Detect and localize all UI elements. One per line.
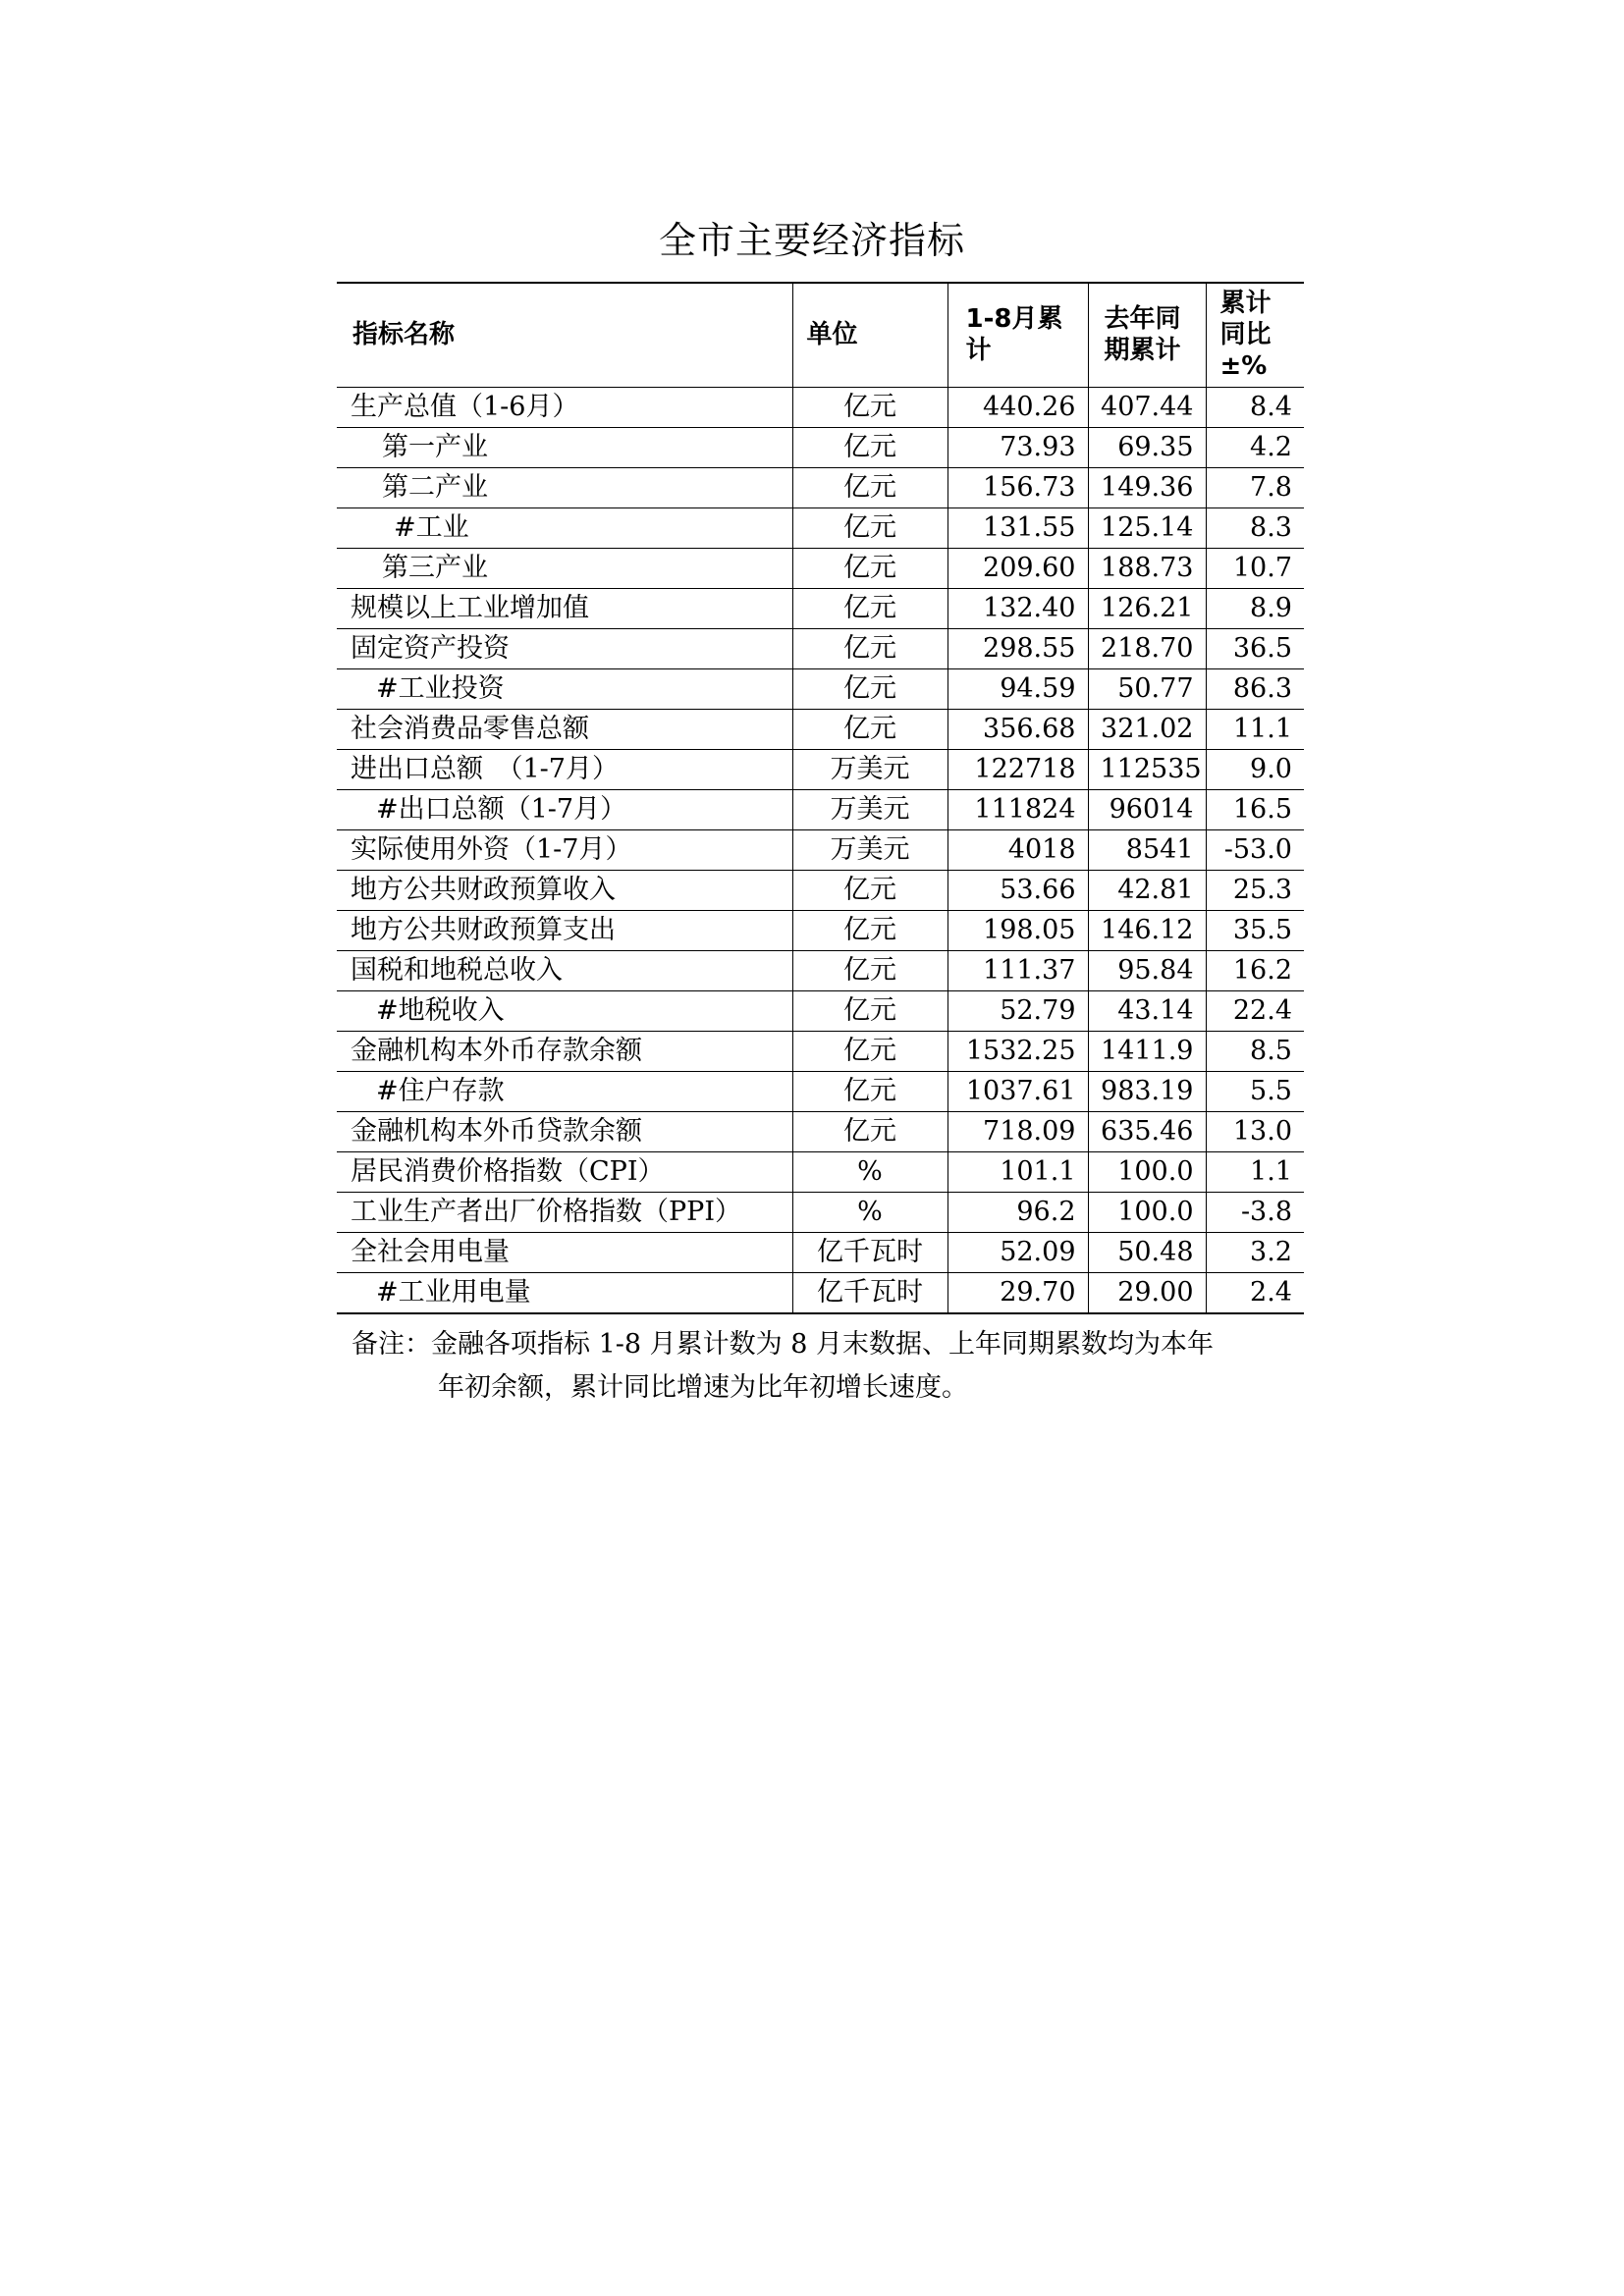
indicator-name-cell: #地税收入 (337, 990, 792, 1031)
yoy-change-cell: 4.2 (1206, 427, 1304, 467)
yoy-change-cell: 8.3 (1206, 507, 1304, 548)
table-row (337, 1151, 1304, 1192)
table-row (337, 950, 1304, 990)
indicator-name-cell: #工业投资 (337, 668, 792, 709)
table-row (337, 1111, 1304, 1151)
prev-year-value-cell: 50.77 (1088, 668, 1206, 709)
prev-year-value-cell: 29.00 (1088, 1272, 1206, 1313)
yoy-change-cell: 16.5 (1206, 789, 1304, 829)
cumulative-value-cell: 1532.25 (947, 1031, 1088, 1071)
table-row (337, 789, 1304, 829)
yoy-change-cell: 35.5 (1206, 910, 1304, 950)
prev-year-value-cell: 100.0 (1088, 1192, 1206, 1232)
unit-cell: 亿元 (792, 990, 947, 1031)
cumulative-value-cell: 356.68 (947, 709, 1088, 749)
unit-cell: 亿元 (792, 1111, 947, 1151)
unit-cell: 万美元 (792, 789, 947, 829)
prev-year-value-cell: 50.48 (1088, 1232, 1206, 1272)
cumulative-value-cell: 96.2 (947, 1192, 1088, 1232)
cumulative-value-cell: 73.93 (947, 427, 1088, 467)
footnote (352, 1323, 1294, 1410)
cumulative-value-cell: 156.73 (947, 467, 1088, 507)
indicator-name-cell: 实际使用外资（1-7月） (337, 829, 792, 870)
header-unit: 单位 (792, 283, 947, 387)
cumulative-value-cell: 4018 (947, 829, 1088, 870)
indicator-name-cell: 第三产业 (337, 548, 792, 588)
table-row (337, 668, 1304, 709)
cumulative-value-cell: 209.60 (947, 548, 1088, 588)
unit-cell: 万美元 (792, 749, 947, 789)
yoy-change-cell: 10.7 (1206, 548, 1304, 588)
header-yoy-change: 累计同比±% (1206, 283, 1304, 387)
cumulative-value-cell: 198.05 (947, 910, 1088, 950)
yoy-change-cell: 8.9 (1206, 588, 1304, 628)
unit-cell: 亿元 (792, 1071, 947, 1111)
cumulative-value-cell: 131.55 (947, 507, 1088, 548)
prev-year-value-cell: 1411.9 (1088, 1031, 1206, 1071)
economic-indicators-table (337, 282, 1304, 1314)
indicator-name-cell: 规模以上工业增加值 (337, 588, 792, 628)
unit-cell: 亿元 (792, 628, 947, 668)
unit-cell: 亿元 (792, 427, 947, 467)
indicator-name-cell: 第一产业 (337, 427, 792, 467)
cumulative-value-cell: 94.59 (947, 668, 1088, 709)
prev-year-value-cell: 69.35 (1088, 427, 1206, 467)
cumulative-value-cell: 132.40 (947, 588, 1088, 628)
table-row (337, 1272, 1304, 1313)
header-prev-year: 去年同期累计 (1088, 283, 1206, 387)
table-row (337, 387, 1304, 427)
unit-cell: 亿元 (792, 507, 947, 548)
indicator-name-cell: 地方公共财政预算支出 (337, 910, 792, 950)
prev-year-value-cell: 8541 (1088, 829, 1206, 870)
indicator-name-cell: 生产总值（1-6月） (337, 387, 792, 427)
indicator-name-cell: 工业生产者出厂价格指数（PPI） (337, 1192, 792, 1232)
prev-year-value-cell: 146.12 (1088, 910, 1206, 950)
unit-cell: % (792, 1192, 947, 1232)
footnote-line-1: 备注：金融各项指标 1-8 月累计数为 8 月末数据、上年同期累数均为本年 (352, 1329, 1214, 1360)
prev-year-value-cell: 321.02 (1088, 709, 1206, 749)
table-row (337, 1192, 1304, 1232)
unit-cell: 亿元 (792, 467, 947, 507)
unit-cell: 亿元 (792, 910, 947, 950)
yoy-change-cell: 8.4 (1206, 387, 1304, 427)
prev-year-value-cell: 95.84 (1088, 950, 1206, 990)
indicator-name-cell: 居民消费价格指数（CPI） (337, 1151, 792, 1192)
yoy-change-cell: 3.2 (1206, 1232, 1304, 1272)
table-row (337, 749, 1304, 789)
table-row (337, 1232, 1304, 1272)
table-row (337, 427, 1304, 467)
table-row (337, 990, 1304, 1031)
unit-cell: % (792, 1151, 947, 1192)
unit-cell: 亿千瓦时 (792, 1272, 947, 1313)
indicator-name-cell: #工业 (337, 507, 792, 548)
prev-year-value-cell: 149.36 (1088, 467, 1206, 507)
prev-year-value-cell: 125.14 (1088, 507, 1206, 548)
indicator-name-cell: 第二产业 (337, 467, 792, 507)
unit-cell: 亿千瓦时 (792, 1232, 947, 1272)
indicator-name-cell: 地方公共财政预算收入 (337, 870, 792, 910)
indicator-name-cell: #住户存款 (337, 1071, 792, 1111)
indicator-name-cell: #工业用电量 (337, 1272, 792, 1313)
unit-cell: 亿元 (792, 668, 947, 709)
unit-cell: 亿元 (792, 870, 947, 910)
header-cumulative: 1-8月累计 (947, 283, 1088, 387)
table-row (337, 1031, 1304, 1071)
yoy-change-cell: 16.2 (1206, 950, 1304, 990)
header-indicator-name: 指标名称 (337, 283, 792, 387)
indicator-name-cell: 金融机构本外币贷款余额 (337, 1111, 792, 1151)
prev-year-value-cell: 188.73 (1088, 548, 1206, 588)
prev-year-value-cell: 407.44 (1088, 387, 1206, 427)
yoy-change-cell: 22.4 (1206, 990, 1304, 1031)
yoy-change-cell: 25.3 (1206, 870, 1304, 910)
cumulative-value-cell: 298.55 (947, 628, 1088, 668)
yoy-change-cell: -3.8 (1206, 1192, 1304, 1232)
unit-cell: 亿元 (792, 709, 947, 749)
prev-year-value-cell: 100.0 (1088, 1151, 1206, 1192)
yoy-change-cell: 13.0 (1206, 1111, 1304, 1151)
prev-year-value-cell: 112535 (1088, 749, 1206, 789)
yoy-change-cell: 1.1 (1206, 1151, 1304, 1192)
cumulative-value-cell: 52.09 (947, 1232, 1088, 1272)
cumulative-value-cell: 718.09 (947, 1111, 1088, 1151)
cumulative-value-cell: 101.1 (947, 1151, 1088, 1192)
yoy-change-cell: 7.8 (1206, 467, 1304, 507)
cumulative-value-cell: 122718 (947, 749, 1088, 789)
cumulative-value-cell: 53.66 (947, 870, 1088, 910)
prev-year-value-cell: 96014 (1088, 789, 1206, 829)
table-row (337, 709, 1304, 749)
prev-year-value-cell: 42.81 (1088, 870, 1206, 910)
yoy-change-cell: 86.3 (1206, 668, 1304, 709)
yoy-change-cell: 5.5 (1206, 1071, 1304, 1111)
indicator-name-cell: #出口总额（1-7月） (337, 789, 792, 829)
cumulative-value-cell: 111.37 (947, 950, 1088, 990)
page-title: 全市主要经济指标 (658, 219, 965, 262)
table-row (337, 628, 1304, 668)
unit-cell: 亿元 (792, 588, 947, 628)
indicator-name-cell: 国税和地税总收入 (337, 950, 792, 990)
cumulative-value-cell: 29.70 (947, 1272, 1088, 1313)
table-row (337, 467, 1304, 507)
unit-cell: 亿元 (792, 548, 947, 588)
cumulative-value-cell: 440.26 (947, 387, 1088, 427)
unit-cell: 亿元 (792, 387, 947, 427)
indicator-name-cell: 全社会用电量 (337, 1232, 792, 1272)
table-row (337, 548, 1304, 588)
yoy-change-cell: 36.5 (1206, 628, 1304, 668)
table-row (337, 507, 1304, 548)
yoy-change-cell: 8.5 (1206, 1031, 1304, 1071)
prev-year-value-cell: 635.46 (1088, 1111, 1206, 1151)
table-row (337, 829, 1304, 870)
unit-cell: 万美元 (792, 829, 947, 870)
table-row (337, 588, 1304, 628)
table-header-row (337, 283, 1304, 387)
indicator-name-cell: 固定资产投资 (337, 628, 792, 668)
cumulative-value-cell: 1037.61 (947, 1071, 1088, 1111)
yoy-change-cell: -53.0 (1206, 829, 1304, 870)
indicator-name-cell: 社会消费品零售总额 (337, 709, 792, 749)
table-row (337, 1071, 1304, 1111)
indicator-name-cell: 进出口总额 （1-7月） (337, 749, 792, 789)
prev-year-value-cell: 983.19 (1088, 1071, 1206, 1111)
footnote-line-2: 年初余额，累计同比增速为比年初增长速度。 (438, 1372, 968, 1403)
prev-year-value-cell: 126.21 (1088, 588, 1206, 628)
cumulative-value-cell: 111824 (947, 789, 1088, 829)
prev-year-value-cell: 43.14 (1088, 990, 1206, 1031)
cumulative-value-cell: 52.79 (947, 990, 1088, 1031)
table-row (337, 870, 1304, 910)
indicator-name-cell: 金融机构本外币存款余额 (337, 1031, 792, 1071)
unit-cell: 亿元 (792, 950, 947, 990)
yoy-change-cell: 2.4 (1206, 1272, 1304, 1313)
table-row (337, 910, 1304, 950)
prev-year-value-cell: 218.70 (1088, 628, 1206, 668)
yoy-change-cell: 11.1 (1206, 709, 1304, 749)
yoy-change-cell: 9.0 (1206, 749, 1304, 789)
unit-cell: 亿元 (792, 1031, 947, 1071)
